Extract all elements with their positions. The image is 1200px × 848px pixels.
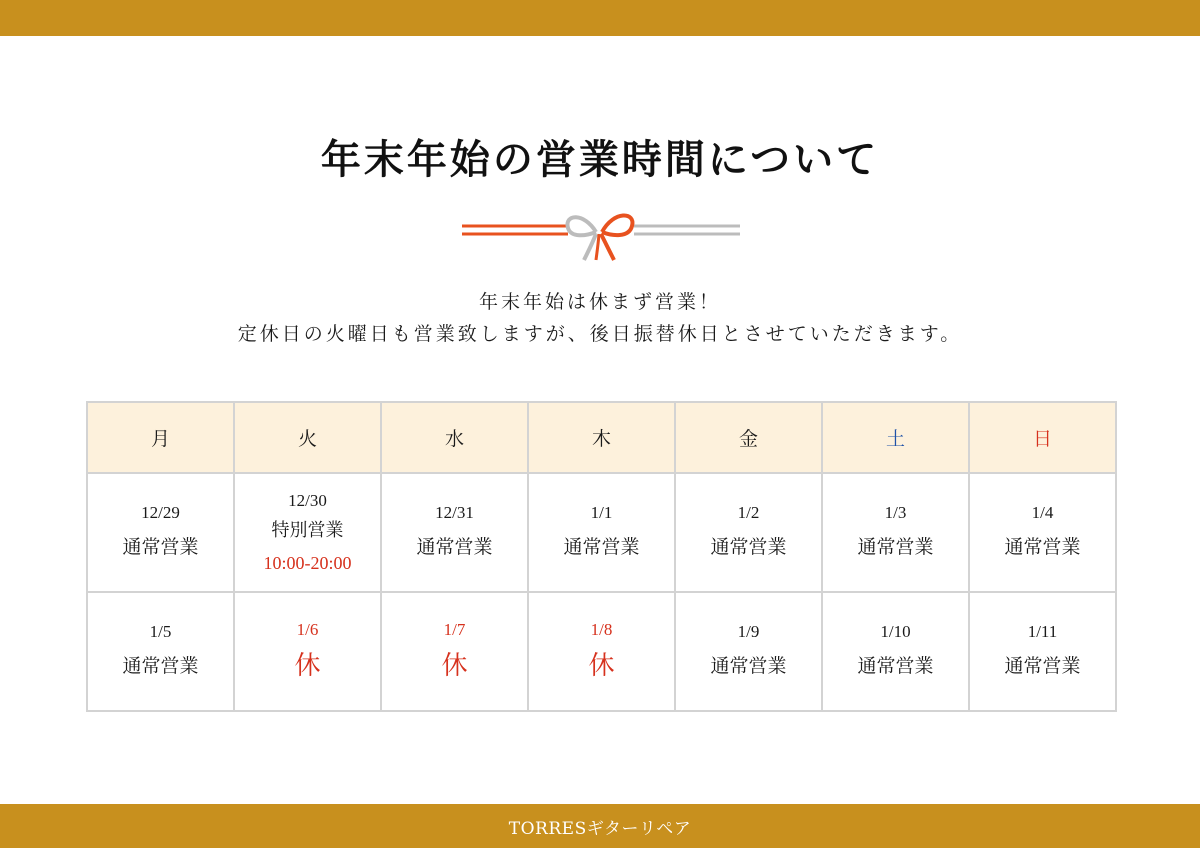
day-cell [675, 473, 822, 592]
day-cell [528, 473, 675, 592]
cell-date: 1/3 [884, 502, 907, 522]
weekday-header-fri: 金 [675, 402, 822, 473]
cell-status: 通常営業 [1004, 654, 1081, 677]
weekday-header-row [87, 402, 1116, 473]
cell-status: 通常営業 [857, 535, 934, 558]
cell-date: 1/10 [880, 621, 911, 641]
cell-status-closed: 休 [588, 650, 615, 681]
cell-date: 1/4 [1031, 502, 1054, 522]
cell-date: 12/31 [435, 502, 474, 522]
cell-date: 1/8 [590, 619, 613, 639]
cell-special-hours: 10:00-20:00 [263, 552, 352, 573]
intro-line-1: 年末年始は休まず営業！ [478, 291, 721, 313]
day-cell [87, 473, 234, 592]
cell-date: 1/6 [296, 619, 319, 639]
weekday-header-mon: 月 [87, 402, 234, 473]
cell-status: 通常営業 [857, 654, 934, 677]
cell-status: 通常営業 [563, 535, 640, 558]
top-bar [0, 0, 1200, 36]
footer-shop-name: TORRESギターリペア [508, 818, 692, 839]
intro-text [0, 286, 1200, 350]
day-cell [87, 592, 234, 711]
cell-date: 1/7 [443, 619, 466, 639]
cell-status: 通常営業 [710, 535, 787, 558]
day-cell [528, 592, 675, 711]
page-title: 年末年始の営業時間について [320, 136, 880, 183]
cell-status: 通常営業 [122, 654, 199, 677]
cell-date: 1/11 [1027, 621, 1058, 641]
day-cell [969, 473, 1116, 592]
cell-status: 通常営業 [122, 535, 199, 558]
cell-date: 1/5 [149, 621, 172, 641]
cell-status: 通常営業 [1004, 535, 1081, 558]
day-cell [381, 592, 528, 711]
weekday-header-sun: 日 [969, 402, 1116, 473]
day-cell [969, 592, 1116, 711]
day-cell [381, 473, 528, 592]
table-row [87, 473, 1116, 592]
cell-status: 通常営業 [416, 535, 493, 558]
day-cell [675, 592, 822, 711]
day-cell [822, 473, 969, 592]
table-row [87, 592, 1116, 711]
cell-date: 1/2 [737, 502, 760, 522]
weekday-header-wed: 水 [381, 402, 528, 473]
cell-status: 特別営業 [271, 519, 344, 541]
cell-status: 通常営業 [710, 654, 787, 677]
cell-date: 12/30 [288, 490, 327, 510]
cell-status-closed: 休 [294, 650, 321, 681]
day-cell [822, 592, 969, 711]
mizuhiki-ribbon-icon [460, 206, 742, 262]
weekday-header-thu: 木 [528, 402, 675, 473]
weekday-header-tue: 火 [234, 402, 381, 473]
day-cell [234, 473, 381, 592]
cell-status-closed: 休 [441, 650, 468, 681]
intro-line-2: 定休日の火曜日も営業致しますが、後日振替休日とさせていただきます。 [237, 323, 963, 345]
day-cell [234, 592, 381, 711]
cell-date: 12/29 [141, 502, 180, 522]
weekday-header-sat: 土 [822, 402, 969, 473]
schedule-table [86, 401, 1117, 712]
cell-date: 1/9 [737, 621, 760, 641]
cell-date: 1/1 [590, 502, 613, 522]
footer-bar [0, 804, 1200, 848]
